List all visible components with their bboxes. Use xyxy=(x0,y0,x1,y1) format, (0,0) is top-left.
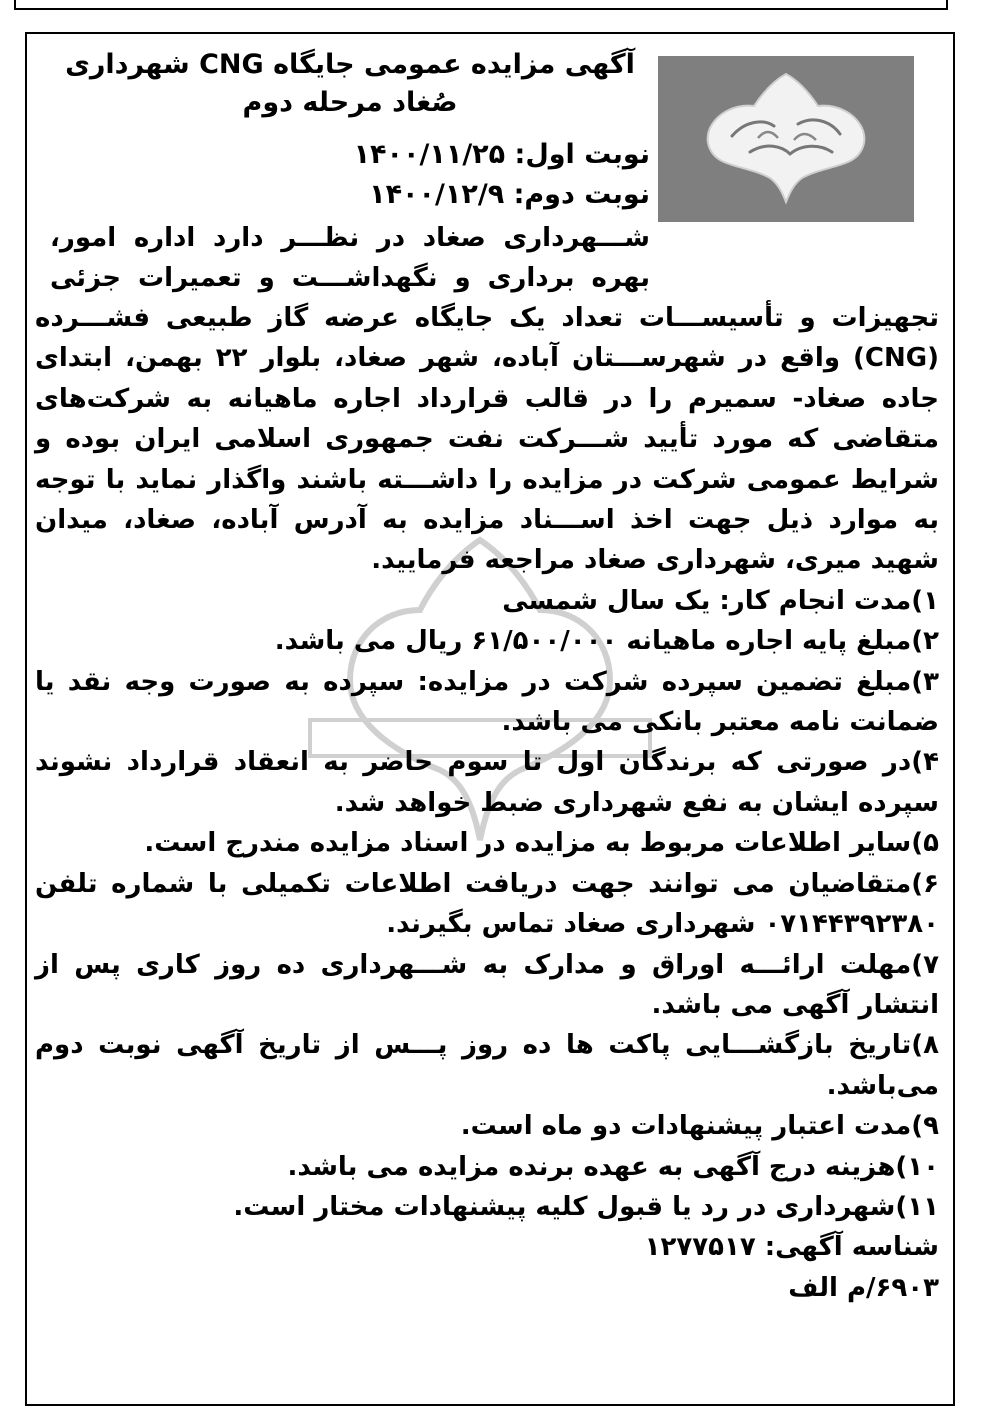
first-issue-date: نوبت اول: ۱۴۰۰/۱۱/۲۵ xyxy=(353,139,650,170)
ad-item-5: ۵)سایر اطلاعات مربوط به مزایده در اسناد مزایده مندرج است. xyxy=(144,828,939,859)
logo-emblem-icon xyxy=(658,56,914,222)
ad-item-3: ۳)مبلغ تضمین سپرده شرکت در مزایده: سپرده به صورت وجه نقد یا ضمانت نامه معتبر بانکی می باشد. xyxy=(35,666,939,738)
ad-item-8: ۸)تاریخ بازگشـــایی پاکت ها ده روز پـــس از تاریخ آگهی نوبت دوم می‌باشد. xyxy=(35,1030,939,1101)
ad-item-7: ۷)مهلت ارائـــه اوراق و مدارک به شـــهرداری ده روز کاری پس از انتشار آگهی می باشد. xyxy=(35,949,939,1020)
ad-item-6: ۶)متقاضیان می توانند جهت دریافت اطلاعات تکمیلی با شماره تلفن ۰۷۱۴۴۳۹۲۳۸۰ شهرداری صغاد تماس بگیرند. xyxy=(35,868,939,940)
ad-id: شناسه آگهی: ۱۲۷۷۵۱۷ xyxy=(644,1232,939,1263)
ad-item-9: ۹)مدت اعتبار پیشنهادات دو ماه است. xyxy=(460,1111,939,1142)
ad-title-line2: صُغاد مرحله دوم xyxy=(242,87,458,118)
ad-item-1: ۱)مدت انجام کار: یک سال شمسی xyxy=(502,585,939,616)
ad-item-11: ۱۱)شهرداری در رد یا قبول کلیه پیشنهادات مختار است. xyxy=(233,1191,939,1222)
ad-item-2: ۲)مبلغ پایه اجاره ماهیانه ۶۱/۵۰۰/۰۰۰ ریال می باشد. xyxy=(274,626,939,657)
municipality-logo xyxy=(658,56,914,222)
ad-body xyxy=(35,298,939,1308)
intro-top-text: شـــهرداری صغاد در نظـــر دارد اداره امور، بهره برداری و نگهداشـــت و تعمیرات جزئی xyxy=(50,223,650,293)
ad-code: ۶۹۰۳/م الف xyxy=(788,1272,939,1303)
ad-title-line1: آگهی مزایده عمومی جایگاه CNG شهرداری xyxy=(65,49,635,80)
ad-item-10: ۱۰)هزینه درج آگهی به عهده برنده مزایده می باشد. xyxy=(287,1151,939,1182)
intro-body-text: تجهیزات و تأسیســـات تعداد یک جایگاه عرضه گاز طبیعی فشـــرده (CNG) واقع در شهرســـتان آباده، شهر صغاد، بلوار ۲۲ بهمن، ابتدای جاده صغاد- سمیرم را در قالب قرارداد اجاره ماهیانه به شرکت‌های متقاضی که مورد تأیید شـــرکت نفت جمهوری اسلامی ایران بوده و شرایط عمومی شرکت در مزایده را داشـــته باشند واگذار نماید با توجه به موارد ذیل جهت اخذ اســـناد مزایده به آدرس آباده، صغاد، میدان شهید میری، شهرداری صغاد مراجعه فرمایید. xyxy=(35,303,939,576)
ad-item-4: ۴)در صورتی که برندگان اول تا سوم حاضر به انعقاد قرارداد نشوند سپرده ایشان به نفع شهرداری ضبط خواهد شد. xyxy=(35,747,939,818)
second-issue-date: نوبت دوم: ۱۴۰۰/۱۲/۹ xyxy=(369,179,650,210)
top-border-box xyxy=(14,0,948,10)
ad-header xyxy=(50,46,650,122)
